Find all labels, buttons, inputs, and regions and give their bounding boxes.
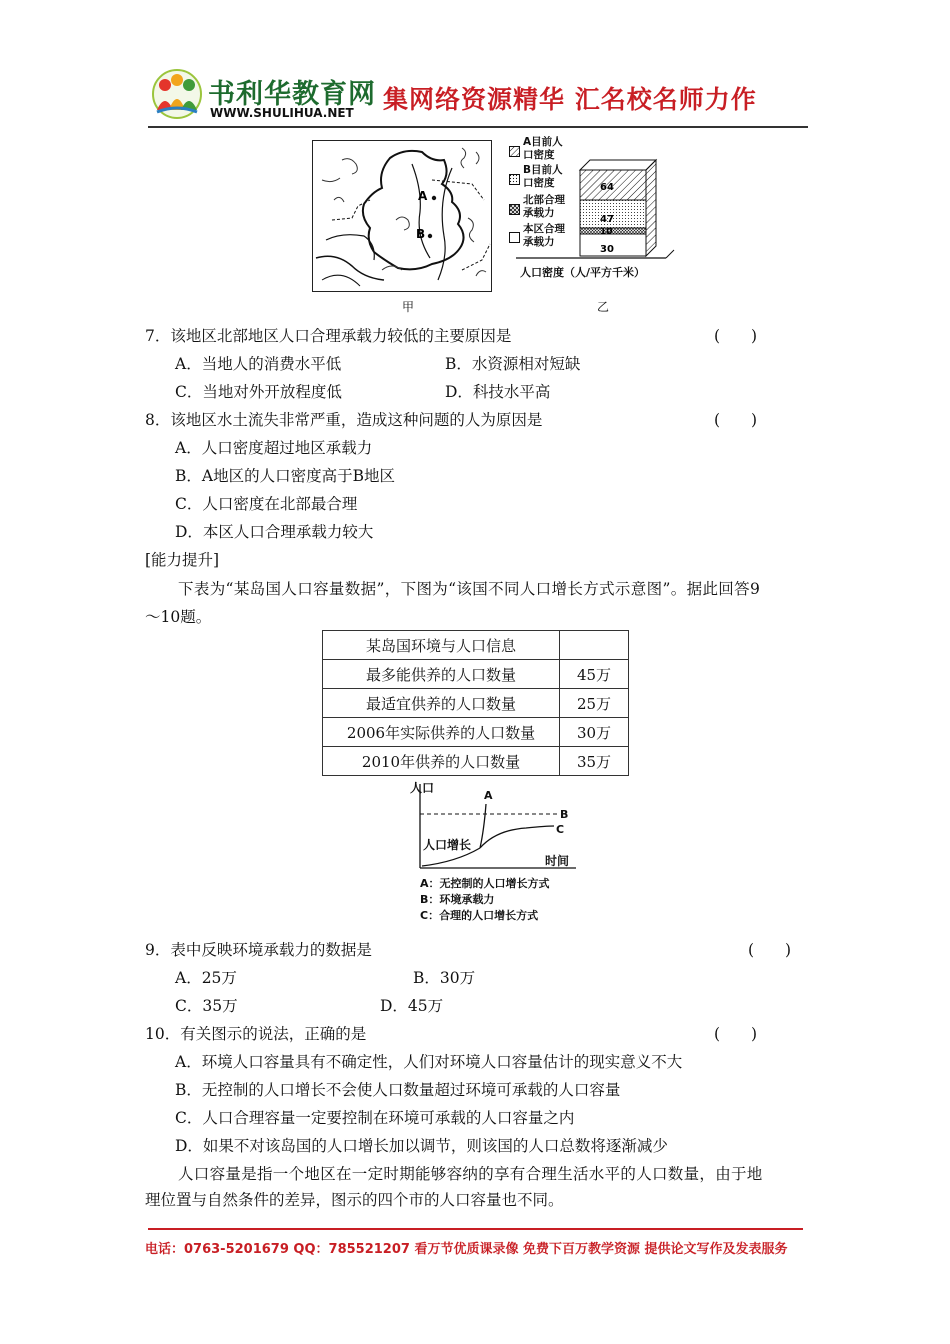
- segment-north-capacity: [580, 228, 646, 234]
- point-a-label: A: [418, 189, 428, 203]
- q10-option-b[interactable]: B．无控制的人口增长不会使人口数量超过环境可承载的人口容量: [175, 1081, 621, 1099]
- q8-option-b[interactable]: B．A地区的人口密度高于B地区: [175, 467, 395, 485]
- site-name: 书利华教育网: [208, 79, 376, 110]
- table-cell: 30万: [560, 718, 629, 747]
- growth-curve-label: 人口增长: [423, 838, 472, 852]
- legend-region-line2: 承载力: [523, 236, 555, 248]
- table-cell: 2010年供养的人口数量: [323, 747, 560, 776]
- population-table: [322, 630, 629, 776]
- legend-b-line2: 口密度: [523, 177, 555, 189]
- point-a-marker: [432, 196, 436, 200]
- q10-stem: 10．有关图示的说法，正确的是: [145, 1025, 367, 1043]
- value-64: 64: [600, 182, 614, 193]
- q8-option-c[interactable]: C．人口密度在北部最合理: [175, 495, 358, 513]
- legend-north-line2: 承载力: [523, 207, 555, 219]
- bar-caption: 乙: [597, 300, 610, 314]
- stacked-block-chart: [510, 154, 680, 266]
- q7-option-b[interactable]: B．水资源相对短缺: [445, 355, 581, 373]
- q8-option-a[interactable]: A．人口密度超过地区承载力: [175, 439, 373, 457]
- section-heading: [能力提升]: [145, 551, 220, 569]
- growth-y-label: 人口: [410, 781, 435, 795]
- passage-line-2: 理位置与自然条件的差异，图示的四个市的人口容量也不同。: [145, 1191, 564, 1209]
- growth-legend-b: B：环境承载力: [420, 893, 495, 906]
- q9-option-a[interactable]: A．25万: [175, 969, 237, 987]
- legend-a-line1: A目前人: [523, 136, 563, 148]
- table-cell: 2006年实际供养的人口数量: [323, 718, 560, 747]
- header: [148, 66, 808, 126]
- header-slogan: 集网络资源精华 汇名校名师力作: [383, 85, 757, 114]
- table-row: [323, 718, 629, 747]
- table-cell: 45万: [560, 660, 629, 689]
- legend-north-line1: 北部合理: [523, 194, 565, 206]
- footer-divider: [148, 1228, 803, 1230]
- q9-stem: 9．表中反映环境承载力的数据是: [145, 941, 372, 959]
- footer-contact: 电话：0763-5201679 QQ：785521207 看万节优质课录像 免费下百万教学资源 提供论文写作及发表服务: [145, 1242, 788, 1257]
- value-30: 30: [600, 244, 614, 255]
- q7-answer-blank[interactable]: ( ): [714, 327, 758, 345]
- q7-stem: 7．该地区北部地区人口合理承载力较低的主要原因是: [145, 327, 512, 345]
- growth-label-b: B: [560, 808, 569, 821]
- header-divider: [148, 126, 808, 128]
- q9-answer-blank[interactable]: ( ): [748, 941, 792, 959]
- table-cell: 35万: [560, 747, 629, 776]
- intro-line-1: 下表为“某岛国人口容量数据”，下图为“该国不同人口增长方式示意图”。据此回答9: [178, 580, 761, 598]
- curve-c: [480, 826, 554, 848]
- passage-line-1: 人口容量是指一个地区在一定时期能够容纳的享有合理生活水平的人口数量，由于地: [178, 1165, 763, 1183]
- table-row: [323, 631, 629, 660]
- table-row: [323, 689, 629, 718]
- q9-option-c[interactable]: C．35万: [175, 997, 238, 1015]
- q8-stem: 8．该地区水土流失非常严重，造成这种问题的人为原因是: [145, 411, 543, 429]
- q9-option-d[interactable]: D．45万: [380, 997, 444, 1015]
- legend-b-line1: B目前人: [523, 164, 563, 176]
- q7-option-c[interactable]: C．当地对外开放程度低: [175, 383, 342, 401]
- q10-option-c[interactable]: C．人口合理容量一定要控制在环境可承载的人口容量之内: [175, 1109, 575, 1127]
- curve-a: [480, 804, 486, 848]
- growth-legend-a: A：无控制的人口增长方式: [420, 877, 550, 890]
- growth-label-a: A: [484, 789, 493, 802]
- logo-people-icon: [151, 68, 203, 120]
- q10-answer-blank[interactable]: ( ): [714, 1025, 758, 1043]
- value-10: 10: [600, 227, 613, 237]
- intro-line-2: ～10题。: [145, 608, 212, 626]
- point-b-marker: [428, 234, 432, 238]
- q10-option-a[interactable]: A．环境人口容量具有不确定性，人们对环境人口容量估计的现实意义不大: [175, 1053, 683, 1071]
- table-cell: 最适宜供养的人口数量: [323, 689, 560, 718]
- map-caption: 甲: [402, 300, 415, 314]
- site-url[interactable]: WWW.SHULIHUA.NET: [210, 106, 354, 120]
- legend-region-line1: 本区合理: [523, 223, 565, 235]
- table-cell: [560, 631, 629, 660]
- q8-option-d[interactable]: D．本区人口合理承载力较大: [175, 523, 374, 541]
- legend-a-line2: 口密度: [523, 149, 555, 161]
- point-b-label: B: [416, 227, 426, 241]
- q10-option-d[interactable]: D．如果不对该岛国的人口增长加以调节，则该国的人口总数将逐渐减少: [175, 1137, 668, 1155]
- q7-option-a[interactable]: A．当地人的消费水平低: [175, 355, 342, 373]
- bar-axis-label: 人口密度（人/平方千米）: [520, 266, 646, 279]
- growth-x-label: 时间: [545, 854, 570, 868]
- table-row: [323, 747, 629, 776]
- region-map: [312, 140, 492, 292]
- q9-option-b[interactable]: B．30万: [413, 969, 476, 987]
- table-cell: 某岛国环境与人口信息: [323, 631, 560, 660]
- q8-answer-blank[interactable]: ( ): [714, 411, 758, 429]
- table-cell: 最多能供养的人口数量: [323, 660, 560, 689]
- value-47: 47: [600, 214, 614, 225]
- table-row: [323, 660, 629, 689]
- growth-label-c: C: [556, 823, 565, 836]
- table-cell: 25万: [560, 689, 629, 718]
- q7-option-d[interactable]: D．科技水平高: [445, 383, 551, 401]
- growth-legend-c: C：合理的人口增长方式: [420, 909, 539, 922]
